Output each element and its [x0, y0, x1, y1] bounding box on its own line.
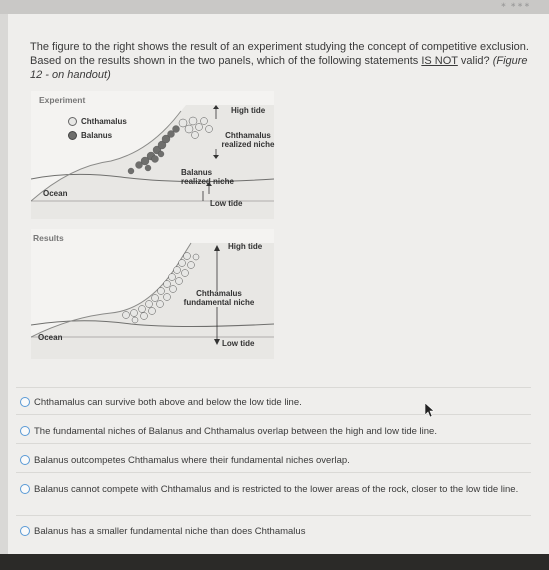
res-low-tide: Low tide: [222, 339, 255, 348]
exp-chthamalus-niche-line1: Chthamalus: [225, 131, 271, 140]
question-part1: The figure to the right shows the result of an experiment studying the concept of competitive exclusion. Based on the results shown in the two panels, which of the following statements: [30, 41, 529, 67]
chthamalus-swatch: [68, 117, 77, 126]
legend-balanus-label: Balanus: [81, 131, 113, 140]
option-label: Balanus outcompetes Chthamalus where their fundamental niches overlap.: [34, 455, 350, 466]
res-ocean: Ocean: [38, 333, 63, 342]
separator: [16, 472, 531, 473]
radio-button[interactable]: [20, 526, 30, 536]
separator: [16, 414, 531, 415]
experiment-figure: [31, 91, 274, 219]
exp-balanus-niche: [181, 168, 234, 186]
bottom-bar: [0, 554, 549, 570]
res-chthamalus-niche: [169, 289, 269, 307]
exp-balanus-niche-line1: Balanus: [181, 168, 213, 177]
experiment-title: Experiment: [39, 95, 86, 105]
res-high-tide: High tide: [228, 242, 263, 251]
results-title: Results: [33, 233, 64, 243]
answer-option-5[interactable]: [20, 525, 525, 538]
top-strip: [0, 0, 549, 14]
answer-option-1[interactable]: [20, 396, 525, 409]
radio-button[interactable]: [20, 397, 30, 407]
balanus-swatch: [68, 131, 77, 140]
exp-ocean: Ocean: [43, 189, 68, 198]
option-label: Balanus cannot compete with Chthamalus and is restricted to the lower areas of the rock, closer to the low tide line.: [34, 484, 519, 495]
mouse-cursor-icon: [425, 403, 437, 419]
figure-reference: (Figure 12 - on handout): [30, 55, 528, 81]
corner-text: ∗ ∗∗∗: [500, 2, 531, 9]
res-chthamalus-niche-line2: fundamental niche: [183, 298, 255, 307]
radio-button[interactable]: [20, 484, 30, 494]
exp-balanus-niche-line2: realized niche: [181, 177, 234, 186]
results-figure: [31, 229, 274, 359]
option-label: Balanus has a smaller fundamental niche than does Chthamalus: [34, 526, 306, 537]
legend-chthamalus: [68, 117, 127, 126]
legend-balanus: [68, 131, 112, 140]
exp-chthamalus-niche-line2: realized niche: [221, 140, 275, 149]
question-part2: valid?: [457, 55, 493, 67]
answer-option-4[interactable]: [20, 483, 525, 496]
question-emphasis: IS NOT: [421, 55, 458, 67]
legend-chthamalus-label: Chthamalus: [81, 117, 127, 126]
exp-high-tide: High tide: [231, 106, 266, 115]
separator: [16, 443, 531, 444]
option-label: Chthamalus can survive both above and below the low tide line.: [34, 397, 302, 408]
option-label: The fundamental niches of Balanus and Chthamalus overlap between the high and low tide line.: [34, 426, 437, 437]
separator: [16, 387, 531, 388]
radio-button[interactable]: [20, 426, 30, 436]
exp-low-tide: Low tide: [210, 199, 243, 208]
exp-chthamalus-niche: [218, 131, 278, 149]
question-text: [30, 40, 535, 82]
res-chthamalus-niche-line1: Chthamalus: [196, 289, 242, 298]
answer-option-3[interactable]: [20, 454, 525, 467]
answer-option-2[interactable]: [20, 425, 525, 438]
radio-button[interactable]: [20, 455, 30, 465]
separator: [16, 515, 531, 516]
